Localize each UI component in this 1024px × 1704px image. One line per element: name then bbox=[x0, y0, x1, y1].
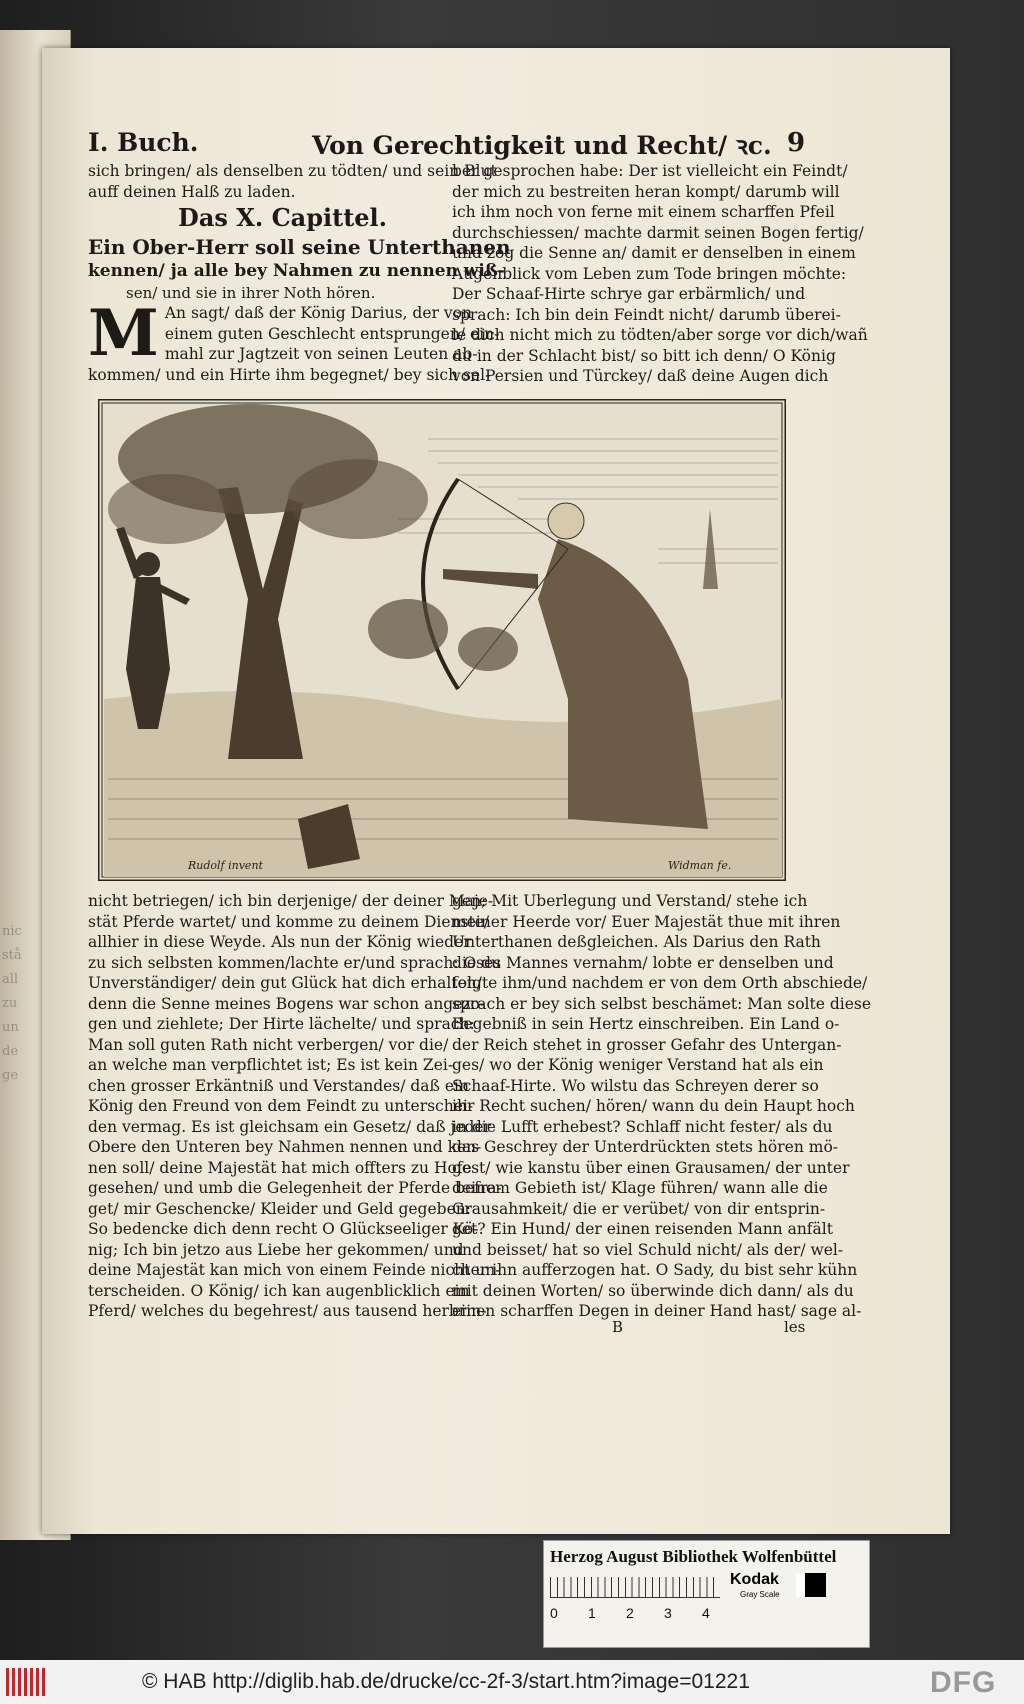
text-line: in die Lufft erhebest? Schlaff nicht fester/ als du bbox=[452, 1117, 833, 1136]
text-line: den vermag. Es ist gleichsam ein Gesetz/ daß jeder bbox=[88, 1117, 492, 1136]
text-line: folgte ihm/und nachdem er von dem Orth abschiede/ bbox=[452, 974, 868, 992]
text-line: sprach: Ich bin dein Feindt nicht/ darumb überei- bbox=[452, 305, 841, 324]
scale-ruler bbox=[550, 1577, 720, 1598]
chapter-subtitle: kennen/ ja alle bey Nahmen zu nennen wiß- bbox=[88, 260, 505, 281]
text-line: deine Majestät kan mich von einem Feinde nicht un- bbox=[88, 1261, 501, 1279]
text-line: nen soll/ deine Majestät hat mich offters zu Hofe bbox=[88, 1158, 472, 1177]
kodak-logo: Kodak bbox=[730, 1571, 779, 1588]
text-line: mahl zur Jagtzeit von seinen Leuten ab- bbox=[164, 345, 478, 363]
text-line: get/ mir Geschencke/ Kleider und Geld gegeben: bbox=[88, 1199, 471, 1218]
ruler-number: 2 bbox=[626, 1605, 634, 1621]
library-name: Herzog August Bibliothek Wolfenbüttel bbox=[550, 1547, 837, 1566]
text-line: nicht betriegen/ ich bin derjenige/ der deiner Maje- bbox=[88, 892, 494, 910]
text-line: An sagt/ daß der König Darius, der von bbox=[164, 304, 472, 322]
text-line: Man soll guten Rath nicht verbergen/ vor die/ bbox=[88, 1035, 449, 1054]
copyright-link[interactable]: © HAB http://diglib.hab.de/drucke/cc-2f-3/start.htm?image=01221 bbox=[142, 1670, 750, 1693]
book-page bbox=[42, 48, 950, 1534]
left-page-fragment: nic stå all zu un de ge bbox=[2, 924, 22, 1083]
column-top-right bbox=[452, 161, 868, 387]
text-line: durchschiessen/ machte darmit seinen Bogen fertig/ bbox=[452, 223, 864, 242]
dfg-logo: DFG bbox=[930, 1666, 997, 1699]
text-line: mit deinen Worten/ so überwinde dich dann/ als du bbox=[452, 1281, 854, 1300]
chapter-title: Das X. Capittel. bbox=[178, 203, 388, 232]
signature-mark: B bbox=[612, 1318, 624, 1336]
text-line: zu sich selbsten kommen/lachte er/und sprach: O du bbox=[88, 953, 502, 972]
text-line: einem guten Geschlecht entsprungen/ ein- bbox=[164, 324, 500, 343]
text-line: sprach er bey sich selbst beschämet: Man solte diese bbox=[452, 994, 871, 1013]
text-line: ihr Recht suchen/ hören/ wann du dein Haupt hoch bbox=[452, 1097, 855, 1115]
page-number: 9 bbox=[787, 128, 806, 158]
text-line: Grausahmkeit/ die er verübet/ von dir entsprin- bbox=[452, 1199, 826, 1218]
text-line: gesehen/ und umb die Gelegenheit der Pferde befra- bbox=[88, 1179, 502, 1197]
text-line: an welche man verpflichtet ist; Es ist kein Zei- bbox=[88, 1056, 454, 1074]
ruler-number: 4 bbox=[702, 1605, 710, 1621]
text-line: le dich nicht mich zu tödten/aber sorge vor dich/wañ bbox=[452, 326, 868, 344]
text-line: Obere den Unteren bey Nahmen nennen und ken- bbox=[88, 1138, 482, 1156]
text-line: nig; Ich bin jetzo aus Liebe her gekommen/ und bbox=[88, 1240, 464, 1259]
text-line: terscheiden. O König/ ich kan augenblicklich ein bbox=[88, 1281, 470, 1300]
text-line: dieses Mannes vernahm/ lobte er denselben und bbox=[452, 953, 834, 972]
text-line: So bedencke dich denn recht O Glückseeliger Kö- bbox=[88, 1220, 479, 1238]
text-line: gen; Mit Uberlegung und Verstand/ stehe ich bbox=[452, 892, 808, 910]
chapter-subtitle: sen/ und sie in ihrer Noth hören. bbox=[126, 283, 376, 302]
column-bottom-right bbox=[452, 891, 871, 1322]
catchword: les bbox=[784, 1318, 806, 1336]
text-line: gest/ wie kanstu über einen Grausamen/ der unter bbox=[452, 1158, 850, 1177]
text-line: und zog die Senne an/ damit er denselben in einem bbox=[452, 244, 856, 262]
text-line: Unverständiger/ dein gut Glück hat dich erhalten/ bbox=[88, 974, 482, 992]
text-line: gen und ziehlete; Der Hirte lächelte/ und sprach: bbox=[88, 1015, 475, 1033]
text-line: von Persien und Türckey/ daß deine Augen dich bbox=[452, 367, 829, 385]
gray-patch bbox=[796, 1573, 826, 1597]
text-line: chen grosser Erkäntniß und Verstandes/ daß ein bbox=[88, 1076, 469, 1095]
text-line: und beisset/ hat so viel Schuld nicht/ als der/ wel- bbox=[452, 1240, 844, 1259]
text-line: deinem Gebieth ist/ Klage führen/ wann alle die bbox=[452, 1179, 828, 1197]
text-line: meiner Heerde vor/ Euer Majestät thue mit ihren bbox=[452, 912, 841, 931]
engraver-right: Widman fe. bbox=[668, 859, 732, 872]
text-line: Der Schaaf-Hirte schrye gar erbärmlich/ und bbox=[452, 285, 806, 303]
text-line: Augenblick vom Leben zum Tode bringen möchte: bbox=[452, 264, 847, 283]
text-line: das Geschrey der Unterdrückten stets hören mö- bbox=[452, 1138, 839, 1156]
text-line: cher ihn aufferzogen hat. O Sady, du bist sehr kühn bbox=[452, 1261, 858, 1279]
text-line: stät Pferde wartet/ und komme zu deinem Dienste/ bbox=[88, 912, 490, 931]
ruler-number: 1 bbox=[588, 1605, 596, 1621]
engraver-left: Rudolf invent bbox=[188, 859, 263, 872]
text-line: allhier in diese Weyde. Als nun der König wieder bbox=[88, 933, 471, 951]
footer-bar bbox=[0, 1660, 1024, 1704]
engraving-illustration bbox=[98, 399, 786, 881]
text-line: einen scharffen Degen in deiner Hand hast/ sage al- bbox=[452, 1302, 862, 1320]
text-line: Unterthanen deßgleichen. Als Darius den Rath bbox=[452, 933, 821, 951]
dfg-stripes-icon bbox=[6, 1668, 46, 1696]
text-line: Begebniß in sein Hertz einschreiben. Ein Land o- bbox=[452, 1015, 840, 1033]
text-line: get? Ein Hund/ der einen reisenden Mann anfält bbox=[452, 1220, 833, 1238]
text-line: ber gesprochen habe: Der ist vielleicht ein Feindt/ bbox=[452, 162, 848, 180]
text-line: auff deinen Halß zu laden. bbox=[88, 182, 296, 201]
text-line: denn die Senne meines Bogens war schon angezo- bbox=[88, 994, 486, 1013]
column-top-left bbox=[88, 161, 511, 385]
drop-cap: M bbox=[88, 296, 159, 371]
text-line: sich bringen/ als denselben zu tödten/ und sein Blut bbox=[88, 162, 497, 180]
text-line: ich ihm noch von ferne mit einem scharffen Pfeil bbox=[452, 203, 835, 221]
column-bottom-left bbox=[88, 891, 502, 1322]
text-line: der mich zu bestreiten heran kompt/ darumb will bbox=[452, 182, 840, 201]
text-line: ges/ wo der König weniger Verstand hat als ein bbox=[452, 1056, 824, 1074]
library-color-target bbox=[543, 1540, 870, 1648]
book-label: I. Buch. bbox=[88, 128, 199, 157]
chapter-subtitle: Ein Ober-Herr soll seine Unterthanen bbox=[88, 234, 511, 259]
text-line: Pferd/ welches du begehrest/ aus tausend herbrin- bbox=[88, 1302, 487, 1320]
ruler-number: 3 bbox=[664, 1605, 672, 1621]
running-title: Von Gerechtigkeit und Recht/ ꝛc. bbox=[312, 131, 772, 160]
ruler-number: 0 bbox=[550, 1605, 558, 1621]
text-line: Schaaf-Hirte. Wo wilstu das Schreyen derer so bbox=[452, 1076, 819, 1095]
grayscale-label: Gray Scale bbox=[740, 1590, 780, 1599]
text-line: du in der Schlacht bist/ so bitt ich denn/ O König bbox=[452, 346, 836, 365]
text-line: kommen/ und ein Hirte ihm begegnet/ bey sich sel- bbox=[88, 365, 491, 384]
text-line: König den Freund von dem Feindt zu unterschei- bbox=[88, 1097, 474, 1115]
text-line: der Reich stehet in grosser Gefahr des Untergan- bbox=[452, 1035, 842, 1054]
